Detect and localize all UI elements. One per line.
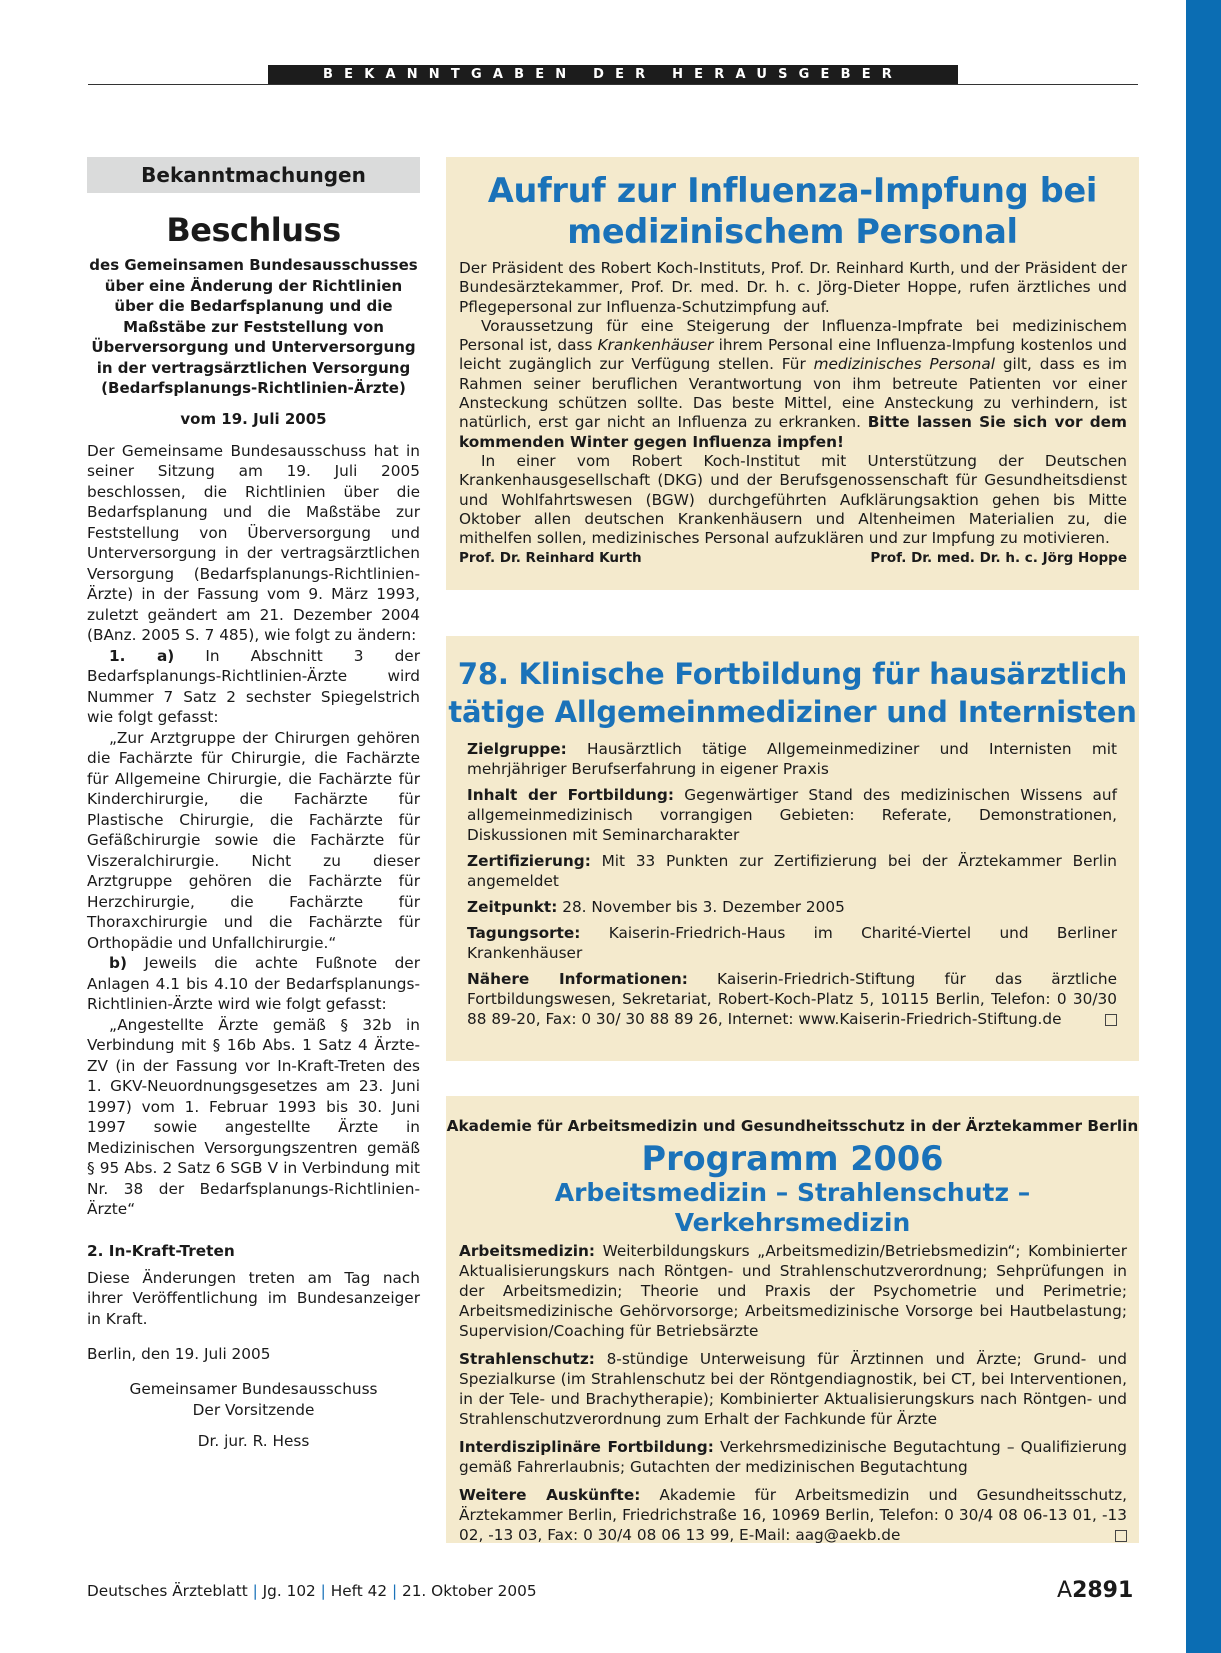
box-paragraph-2: Voraussetzung für eine Steigerung der Influenza-Impfrate bei medizinischem Personal ist, dass Krankenhäuser ihrem Personal eine Influenza-Impfung kostenlos und leicht zugänglich zur Verfügung stellen. Für medizinisches Personal gilt, dass es im Rahmen seiner beruflichen Verantwortung von ihm betreute Patienten vor einer Ansteckung schützen sollte. Das beste Mittel, eine Ansteckung zu verhindern, ist natürlich, erst gar nicht an Influenza zu erkranken. Bitte lassen Sie sich vor dem kommenden Winter gegen Influenza impfen! [459,316,1128,451]
info-item [446,969,1139,1029]
page-number-value: 2891 [1072,1578,1134,1603]
separator: | [252,1582,258,1600]
programm-box [446,1096,1139,1543]
side-color-bar [1186,0,1221,1653]
info-item [446,1241,1139,1341]
paragraph-intro: Der Gemeinsame Bundesausschuss hat in seiner Sitzung am 19. Juli 2005 beschlossen, die Richtlinien über die Bedarfsplanung und die Maßstäbe zur Feststellung von Überversorgung und Unterversorgung in der vertragsärztlichen Versorgung (Bedarfsplanungs-Richtlinien-Ärzte) in der Fassung vom 9. März 1993, zuletzt geändert am 21. Dezember 2004 (BAnz. 2005 S. 7 485), wie folgt zu ändern: [87,441,420,644]
box-items [446,1241,1139,1545]
info-label: Weitere Auskünfte: [459,1486,641,1504]
fortbildung-box [446,636,1139,1061]
info-label: Zeitpunkt: [467,898,558,916]
box-title: 78. Klinische Fortbildung für hausärztlich tätige Allgemeinmediziner und Internisten [448,657,1137,729]
influenza-box [446,157,1139,590]
info-label: Zertifizierung: [467,852,591,870]
info-item [446,785,1139,845]
item-text: Jeweils die achte Fußnote der Anlagen 4.1 bis 4.10 der Bedarfsplanungs-Richtlinien-Ärzte wird wie folgt gefasst: [87,954,420,1013]
info-label: Nähere Informationen: [467,970,688,988]
info-label: Inhalt der Fortbildung: [467,786,675,804]
box-title: Programm 2006 [641,1139,944,1178]
page-number [1057,1578,1133,1603]
box-paragraph-3: In einer vom Robert Koch-Institut mit Unterstützung der Deutschen Krankenhausgesellschaft (DKG) und der Berufsgenossenschaft für Gesundheitsdienst und Wohlfahrtswesen (BGW) durchgeführten Aufklärungsaktion gehen bis Mitte Oktober allen deutschen Krankenhäusern und Altenheimen Materialien zu, die mithelfen sollen, medizinisches Personal aufzuklären und zur Impfung zu motivieren. [459,451,1127,548]
info-text: 8-stündige Unterweisung für Ärztinnen und Ärzte; Grund- und Spezialkurse (im Strahlenschutz bei der Röntgendiagnostik, bei CT, bei Interventionen, in der Tele- und Brachytherapie); Kombinierter Aktualisierungskurs nach Röntgen- und Strahlenschutzverordnung zum Erhalt der Fachkunde für Ärzte [459,1350,1127,1428]
info-label: Interdisziplinäre Fortbildung: [459,1438,714,1456]
issue: Heft 42 [330,1582,388,1600]
info-text: Gegenwärtiger Stand des medizinischen Wissens auf allgemeinmedizinisch vorrangigen Gebieten: Referate, Demonstrationen, Diskussionen mit Seminarcharakter [467,786,1117,844]
separator: | [391,1582,398,1600]
box-kicker: Akademie für Arbeitsmedizin und Gesundheitsschutz in der Ärztekammer Berlin [446,1117,1139,1135]
end-mark [1105,1014,1117,1026]
info-text: Hausärztlich tätige Allgemeinmediziner und Internisten mit mehrjähriger Berufserfahrung in eigener Praxis [467,740,1117,778]
info-item [446,923,1139,963]
signature-right: Prof. Dr. med. Dr. h. c. Jörg Hoppe [870,550,1127,567]
item-label: 1. a) [109,646,175,665]
paragraph-in-kraft: Diese Änderungen treten am Tag nach ihrer Veröffentlichung im Bundesanzeiger in Kraft. [87,1268,420,1328]
article-title: Beschluss [166,211,341,249]
left-column [87,157,420,1450]
info-text: Kaiserin-Friedrich-Stiftung für das ärztliche Fortbildungswesen, Sekretariat, Robert-Koch-Platz 5, 10115 Berlin, Telefon: 0 30/30 88 89-20, Fax: 0 30/ 30 88 89 26, Internet: www.Kaiserin-Friedrich-Stiftung.de [467,970,1117,1028]
box-signatures [446,548,1139,566]
volume: Jg. 102 [262,1582,316,1600]
info-item [446,739,1139,779]
paragraph-quote-2: „Angestellte Ärzte gemäß § 32b in Verbindung mit § 16b Abs. 1 Satz 4 Ärzte-ZV (in der Fassung vor In-Kraft-Treten des 1. GKV-Neuordnungsgesetzes am 23. Juni 1997) vom 1. Februar 1993 bis 30. Juni 1997 sowie angestellte Ärzte in Medizinischen Versorgungszentren gemäß § 95 Abs. 2 Satz 6 SGB V in Verbindung mit Nr. 38 der Bedarfsplanungs-Richtlinien-Ärzte“ [87,1015,420,1218]
info-item [446,897,1139,917]
info-text: Verkehrsmedizinische Begutachtung – Qualifizierung gemäß Fahrerlaubnis; Gutachten der medizinischen Begutachtung [459,1438,1127,1476]
item-label: b) [109,954,127,972]
info-text: Kaiserin-Friedrich-Haus im Charité-Viertel und Berliner Krankenhäuser [467,924,1117,962]
info-text: 28. November bis 3. Dezember 2005 [557,898,845,916]
place-date: Berlin, den 19. Juli 2005 [87,1345,271,1363]
box-paragraph-1: Der Präsident des Robert Koch-Instituts, Prof. Dr. Reinhard Kurth, und der Präsident der Bundesärztekammer, Prof. Dr. med. Dr. h. c. Jörg-Dieter Hoppe, rufen ärztliches und Pflegepersonal zur Influenza-Schutzimpfung auf. [459,259,1127,316]
section-heading: 2. In-Kraft-Treten [87,1241,235,1260]
journal-name: Deutsches Ärzteblatt [87,1582,248,1600]
separator: | [320,1582,326,1600]
signature-name: Dr. jur. R. Hess [197,1432,310,1450]
signature-left: Prof. Dr. Reinhard Kurth [459,550,642,567]
issue-date: 21. Oktober 2005 [401,1582,537,1600]
box-title: Aufruf zur Influenza-Impfung bei medizinischem Personal [487,171,1098,251]
section-header: BEKANNTGABEN DER HERAUSGEBER [268,65,958,85]
box-subtitle: Arbeitsmedizin – Strahlenschutz – Verkehrsmedizin [554,1178,1031,1237]
header-rule [88,84,1138,85]
item-text: In Abschnitt 3 der Bedarfsplanungs-Richtlinien-Ärzte wird Nummer 7 Satz 2 sechster Spiegelstrich wie folgt gefasst: [87,646,420,726]
info-label: Zielgruppe: [467,740,567,758]
article-subtitle: des Gemeinsamen Bundesausschusses über eine Änderung der Richtlinien über die Bedarfsplanung und die Maßstäbe zur Feststellung von Überversorgung und Unterversorgung in der vertragsärztlichen Versorgung (Bedarfsplanungs-Richtlinien-Ärzte) [89,256,418,397]
page-prefix: A [1057,1578,1073,1603]
end-mark [1115,1530,1127,1542]
box-items [446,739,1139,1029]
signature-block [87,1379,420,1421]
article-date: vom 19. Juli 2005 [180,409,327,428]
info-item [446,851,1139,891]
info-text: Akademie für Arbeitsmedizin und Gesundheitsschutz, Ärztekammer Berlin, Friedrichstraße 16, 10969 Berlin, Telefon: 0 30/4 08 06-13 01, -13 02, -13 03, Fax: 0 30/4 08 06 13 99, E-Mail: aag@aekb.de [459,1486,1127,1544]
info-text: Weiterbildungskurs „Arbeitsmedizin/Betriebsmedizin“; Kombinierter Aktualisierungskurs nach Röntgen- und Strahlenschutzverordnung; Sehprüfungen in der Arbeitsmedizin; Theorie und Praxis der Psychometrie und Perimetrie; Arbeitsmedizinische Gehörvorsorge; Arbeitsmedizinische Vorsorge bei Hautbelastung; Supervision/Coaching für Betriebsärzte [459,1242,1127,1340]
info-item [446,1349,1139,1429]
info-item [446,1485,1139,1545]
paragraph-1b [87,953,420,1015]
paragraph-1a [87,646,420,728]
kicker-box: Bekanntmachungen [87,157,420,193]
paragraph-quote-1: „Zur Arztgruppe der Chirurgen gehören die Fachärzte für Chirurgie, die Fachärzte für Allgemeine Chirurgie, die Fachärzte für Kinderchirurgie, die Fachärzte für Plastische Chirurgie, die Fachärzte für Gefäßchirurgie sowie die Fachärzte für Viszeralchirurgie. Nicht zu dieser Arztgruppe gehören die Fachärzte für Herzchirurgie, die Fachärzte für Thoraxchirurgie und die Fachärzte für Orthopädie und Unfallchirurgie.“ [87,728,420,952]
info-label: Tagungsorte: [467,924,581,942]
info-label: Strahlenschutz: [459,1350,595,1368]
info-label: Arbeitsmedizin: [459,1242,596,1260]
signature-org: Gemeinsamer Bundesausschuss [129,1380,378,1398]
info-text: Mit 33 Punkten zur Zertifizierung bei der Ärztekammer Berlin angemeldet [467,852,1117,890]
signature-role: Der Vorsitzende [192,1401,315,1419]
info-item [446,1437,1139,1477]
page-footer [87,1582,537,1600]
